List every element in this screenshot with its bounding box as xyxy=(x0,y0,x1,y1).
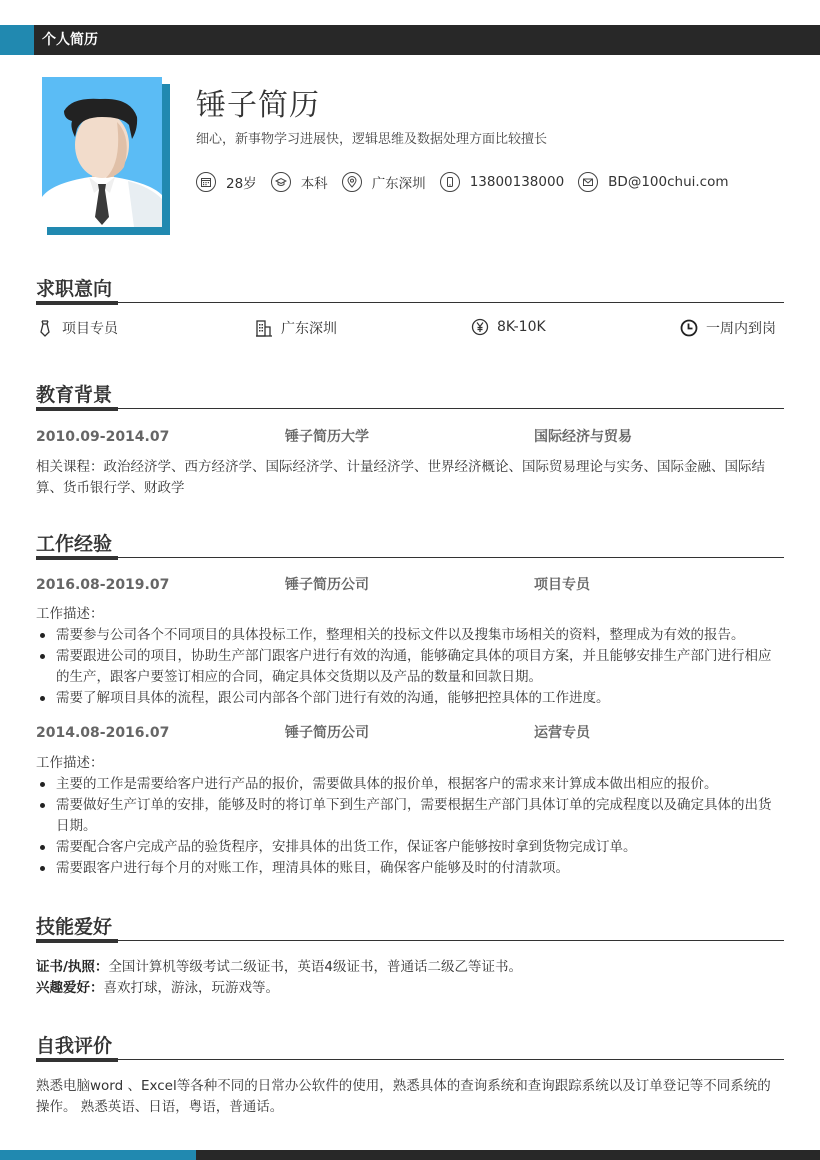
section-intent xyxy=(36,271,784,351)
mail-icon xyxy=(578,172,598,192)
graduation-cap-icon xyxy=(271,172,291,192)
skills-hobbies-text: 喜欢打球，游泳，玩游戏等。 xyxy=(103,980,279,996)
phone-icon xyxy=(440,172,460,192)
contact-degree-value: 本科 xyxy=(300,176,328,192)
section-title-bar xyxy=(36,556,118,560)
calendar-icon xyxy=(196,172,216,192)
tie-icon xyxy=(36,319,54,337)
education-courses: 相关课程：政治经济学、西方经济学、国际经济学、计量经济学、世界经济概论、国际贸易理论与实务、国际金融、国际结算、货币银行学、财政学 xyxy=(36,459,765,496)
avatar xyxy=(42,77,170,235)
section-title: 教育背景 xyxy=(36,384,113,406)
list-item: 需要配合客户完成产品的验货程序，安排具体的出货工作，保证客户能够按时拿到货物完成订单。 xyxy=(36,837,784,858)
header-bar xyxy=(0,25,820,55)
list-item: 需要参与公司各个不同项目的具体投标工作，整理相关的投标文件以及搜集市场相关的资料，整理成为有效的报告。 xyxy=(36,625,784,646)
work-company: 锤子简历公司 xyxy=(285,725,369,741)
section-self-eval-header xyxy=(36,1028,784,1060)
work-desc-label: 工作描述： xyxy=(36,755,104,771)
contact-age-value: 28岁 xyxy=(226,176,257,192)
education-entry-header xyxy=(36,427,784,447)
list-item: 需要做好生产订单的安排，能够及时的将订单下到生产部门，需要根据生产部门具体订单的完成程度以及确定具体的出货日期。 xyxy=(36,795,784,837)
intent-city-value: 广东深圳 xyxy=(281,321,337,337)
section-education xyxy=(36,377,784,499)
skills-certificates xyxy=(36,957,784,978)
section-title: 自我评价 xyxy=(36,1035,113,1057)
list-item: 需要了解项目具体的流程，跟公司内部各个部门进行有效的沟通，能够把控具体的工作进度。 xyxy=(36,688,784,709)
list-item: 需要跟客户进行每个月的对账工作，理清具体的账目，确保客户能够及时的付清款项。 xyxy=(36,858,784,879)
work-position: 运营专员 xyxy=(534,725,590,741)
education-school: 锤子简历大学 xyxy=(285,429,369,445)
section-education-header xyxy=(36,377,784,409)
skills-hobbies-label: 兴趣爱好： xyxy=(36,980,104,996)
skills-certificates-label: 证书/执照： xyxy=(36,959,109,975)
section-work-header xyxy=(36,526,784,558)
contact-degree xyxy=(271,172,328,192)
work-bullets xyxy=(36,774,784,879)
intent-salary xyxy=(471,318,546,336)
intent-position xyxy=(36,318,118,338)
resume-name: 锤子简历 xyxy=(196,88,320,123)
contact-phone-value: 13800138000 xyxy=(469,174,565,190)
work-desc-label: 工作描述： xyxy=(36,606,104,622)
education-major: 国际经济与贸易 xyxy=(534,429,632,445)
intent-city xyxy=(255,318,337,338)
intent-salary-value: 8K-10K xyxy=(497,319,546,335)
avatar-photo xyxy=(42,77,162,227)
resume-motto: 细心，新事物学习进展快，逻辑思维及数据处理方面比较擅长 xyxy=(196,132,548,147)
skills-hobbies xyxy=(36,978,784,999)
contact-age xyxy=(196,172,257,192)
location-pin-icon xyxy=(342,172,362,192)
work-bullets xyxy=(36,625,784,709)
contact-phone xyxy=(440,172,564,192)
work-company: 锤子简历公司 xyxy=(285,577,369,593)
section-title-bar xyxy=(36,939,118,943)
section-title-bar xyxy=(36,407,118,411)
section-title-bar xyxy=(36,301,118,305)
intent-availability xyxy=(680,318,776,338)
intent-position-value: 项目专员 xyxy=(62,321,118,337)
section-title: 工作经验 xyxy=(36,533,113,555)
contact-email xyxy=(578,172,728,192)
work-entry-header xyxy=(36,723,784,743)
section-skills-header xyxy=(36,909,784,941)
work-period: 2014.08-2016.07 xyxy=(36,725,170,741)
footer-accent xyxy=(0,1150,196,1160)
yen-icon xyxy=(471,318,489,336)
work-entry-header xyxy=(36,575,784,595)
contact-email-value: BD@100chui.com xyxy=(608,174,729,190)
section-intent-header xyxy=(36,271,784,303)
header-title: 个人简历 xyxy=(42,32,98,48)
clock-icon xyxy=(680,319,698,337)
skills-certificates-text: 全国计算机等级考试二级证书，英语4级证书，普通话二级乙等证书。 xyxy=(108,959,523,975)
work-period: 2016.08-2019.07 xyxy=(36,577,170,593)
section-skills xyxy=(36,909,784,999)
list-item: 需要跟进公司的项目，协助生产部门跟客户进行有效的沟通，能够确定具体的项目方案，并且能够安排生产部门进行相应的生产，跟客户要签订相应的合同，确定具体交货期以及产品的数量和回款日期。 xyxy=(36,646,784,688)
section-title-bar xyxy=(36,1058,118,1062)
list-item: 主要的工作是需要给客户进行产品的报价，需要做具体的报价单，根据客户的需求来计算成本做出相应的报价。 xyxy=(36,774,784,795)
section-title: 技能爱好 xyxy=(36,916,113,938)
section-title: 求职意向 xyxy=(36,278,113,300)
contact-location-value: 广东深圳 xyxy=(371,176,426,192)
self-eval-text: 熟悉电脑word 、Excel等各种不同的日常办公软件的使用，熟悉具体的查询系统和查询跟踪系统以及订单登记等不同系统的操作。 熟悉英语、日语，粤语，普通话。 xyxy=(36,1078,771,1115)
building-icon xyxy=(255,319,273,337)
contact-location xyxy=(342,172,426,192)
section-self-eval xyxy=(36,1028,784,1118)
intent-availability-value: 一周内到岗 xyxy=(706,321,776,337)
section-work xyxy=(36,526,784,879)
header-accent xyxy=(0,25,34,55)
footer-bar xyxy=(0,1150,820,1160)
education-period: 2010.09-2014.07 xyxy=(36,429,170,445)
work-position: 项目专员 xyxy=(534,577,590,593)
contact-list xyxy=(196,172,743,192)
person-illustration-icon xyxy=(42,77,162,227)
